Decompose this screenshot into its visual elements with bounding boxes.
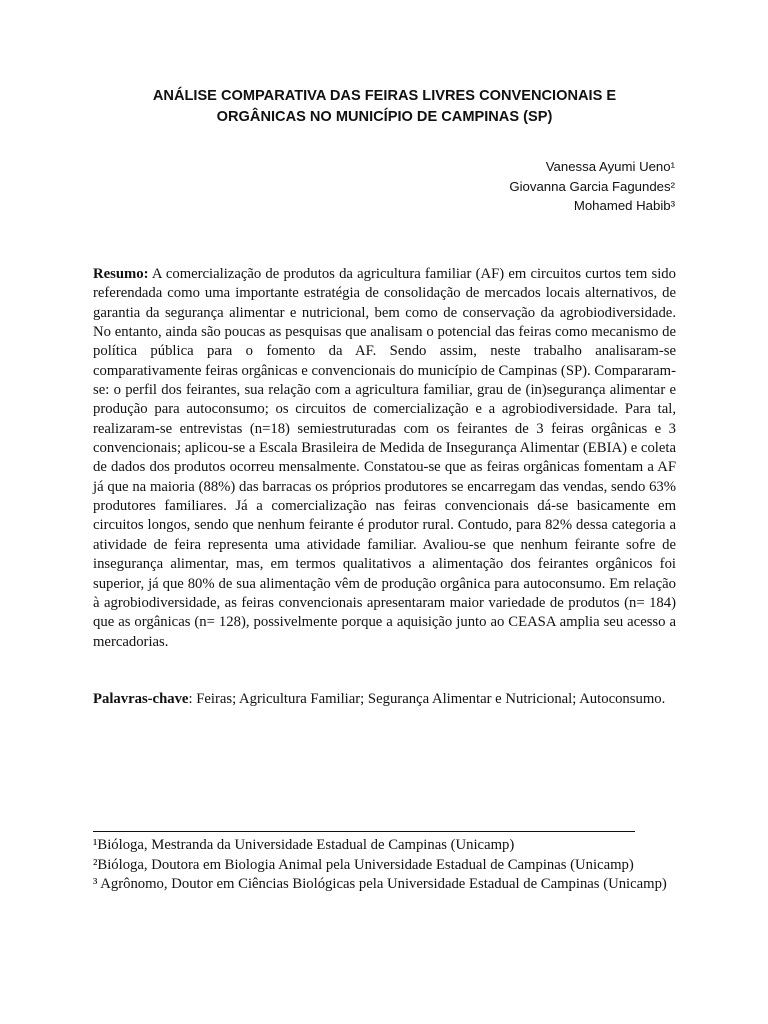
abstract-paragraph	[93, 265, 676, 652]
author-list	[275, 157, 675, 216]
footnotes	[93, 836, 676, 895]
paper-title	[93, 86, 676, 128]
footnote-item: ³ Agrônomo, Doutor em Ciências Biológicas pela Universidade Estadual de Campinas (Unicamp)	[93, 876, 667, 892]
paper-title-line-2: ORGÂNICAS NO MUNICÍPIO DE CAMPINAS (SP)	[216, 109, 553, 125]
author-name: Mohamed Habib³	[573, 198, 675, 213]
footnote-item: ²Bióloga, Doutora em Biologia Animal pela Universidade Estadual de Campinas (Unicamp)	[93, 856, 634, 873]
keywords-paragraph	[93, 690, 676, 709]
paper-title-line-1: ANÁLISE COMPARATIVA DAS FEIRAS LIVRES CONVENCIONAIS E	[152, 88, 617, 104]
author-name: Giovanna Garcia Fagundes²	[509, 178, 675, 194]
footnote-item: ¹Bióloga, Mestranda da Universidade Estadual de Campinas (Unicamp)	[93, 837, 515, 853]
abstract-text: A comercialização de produtos da agricultura familiar (AF) em circuitos curtos tem sido referendada como uma importante estratégia de consolidação de mercados locais alternativos, de garantia da segurança alimentar e nutricional, bem como de conservação da agrobiodiversidade. No entanto, ainda são poucas as pesquisas que analisam o potencial das feiras como mecanismo de política pública para o fomento da AF. Sendo assim, neste trabalho analisaram-se comparativamente feiras orgânicas e convencionais do município de Campinas (SP). Compararam-se: o perfil dos feirantes, sua relação com a agricultura familiar, grau de (in)segurança alimentar e produção para autoconsumo; os circuitos de comercialização e a agrobiodiversidade. Para tal, realizaram-se entrevistas (n=18) semiestruturadas com os feirantes de 3 feiras orgânicas e 3 convencionais; aplicou-se a Escala Brasileira de Medida de Insegurança Alimentar (EBIA) e coleta de dados dos produtos ocorreu mensalmente. Constatou-se que as feiras orgânicas fomentam a AF já que na maioria (88%) das barracas os próprios produtores se encarregam das vendas, sendo 63% produtores familiares. Já a comercialização nas feiras convencionais dá-se basicamente em circuitos longos, sendo que nenhum feirante é produtor rural. Contudo, para 82% dessa categoria a atividade de feira representa uma atividade familiar. Avaliou-se que nenhum feirante sofre de insegurança alimentar, mas, em termos qualitativos a alimentação dos feirantes orgânicos foi superior, já que 80% de sua alimentação vêm de produção orgânica para autoconsumo. Em relação à agrobiodiversidade, as feiras convencionais apresentaram maior variedade de produtos (n= 184) que as orgânicas (n= 128), possivelmente porque a aquisição junto ao CEASA amplia seu acesso a mercadorias.	[93, 266, 676, 650]
keywords-label: Palavras-chave	[93, 691, 189, 707]
footnote-divider	[93, 831, 635, 832]
keywords-text: : Feiras; Agricultura Familiar; Segurança Alimentar e Nutricional; Autoconsumo.	[188, 691, 666, 707]
abstract-label: Resumo:	[93, 266, 149, 282]
author-name: Vanessa Ayumi Ueno¹	[545, 159, 675, 174]
